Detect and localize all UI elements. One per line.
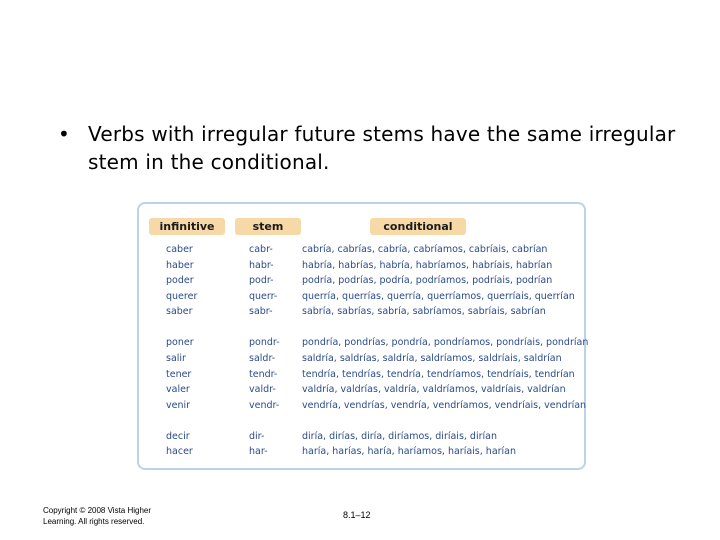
cell-conditional: vendría, vendrías, vendría, vendríamos, vendríais, vendrían [302,400,587,411]
cell-stem: valdr- [249,384,276,395]
cell-stem: saldr- [249,353,276,364]
cell-conditional: pondría, pondrías, pondría, pondríamos, pondríais, pondrían [302,337,589,348]
cell-conditional: cabría, cabrías, cabría, cabríamos, cabríais, cabrían [302,244,548,255]
cell-stem: sabr- [249,306,273,317]
cell-conditional: saldría, saldrías, saldría, saldríamos, saldríais, saldrían [302,353,562,364]
cell-infinitive: valer [166,384,190,395]
cell-conditional: diría, dirías, diría, diríamos, diríais, dirían [302,431,497,442]
header-conditional: conditional [370,218,466,235]
cell-conditional: valdría, valdrías, valdría, valdríamos, valdríais, valdrían [302,384,566,395]
cell-infinitive: saber [166,306,193,317]
cell-conditional: podría, podrías, podría, podríamos, podríais, podrían [302,275,553,286]
cell-stem: querr- [249,291,278,302]
cell-stem: vendr- [249,400,280,411]
cell-stem: podr- [249,275,274,286]
cell-stem: pondr- [249,337,280,348]
conjugation-table [137,202,589,470]
cell-stem: dir- [249,431,265,442]
cell-infinitive: haber [166,260,194,271]
cell-infinitive: hacer [166,446,193,457]
copyright-notice [43,505,151,527]
cell-infinitive: tener [166,369,192,380]
cell-infinitive: querer [166,291,198,302]
cell-conditional: sabría, sabrías, sabría, sabríamos, sabríais, sabrían [302,306,546,317]
bullet-point [58,120,678,176]
cell-stem: habr- [249,260,274,271]
cell-infinitive: decir [166,431,190,442]
cell-infinitive: salir [166,353,186,364]
header-infinitive: infinitive [149,218,225,235]
cell-stem: cabr- [249,244,273,255]
bullet-text: Verbs with irregular future stems have the same irregular stem in the conditional. [88,122,676,174]
bullet-marker: • [58,122,70,146]
copyright-line-1: Copyright © 2008 Vista Higher [43,506,152,515]
cell-conditional: haría, harías, haría, haríamos, haríais, harían [302,446,517,457]
cell-conditional: querría, querrías, querría, querríamos, querríais, querrían [302,291,575,302]
header-stem: stem [235,218,301,235]
page-reference: 8.1–12 [343,510,371,520]
cell-infinitive: venir [166,400,191,411]
cell-infinitive: poner [166,337,194,348]
copyright-line-2: Learning. All rights reserved. [43,517,145,526]
cell-stem: har- [249,446,268,457]
cell-conditional: habría, habrías, habría, habríamos, habríais, habrían [302,260,553,271]
cell-infinitive: poder [166,275,194,286]
cell-conditional: tendría, tendrías, tendría, tendríamos, tendríais, tendrían [302,369,575,380]
cell-infinitive: caber [166,244,193,255]
cell-stem: tendr- [249,369,278,380]
